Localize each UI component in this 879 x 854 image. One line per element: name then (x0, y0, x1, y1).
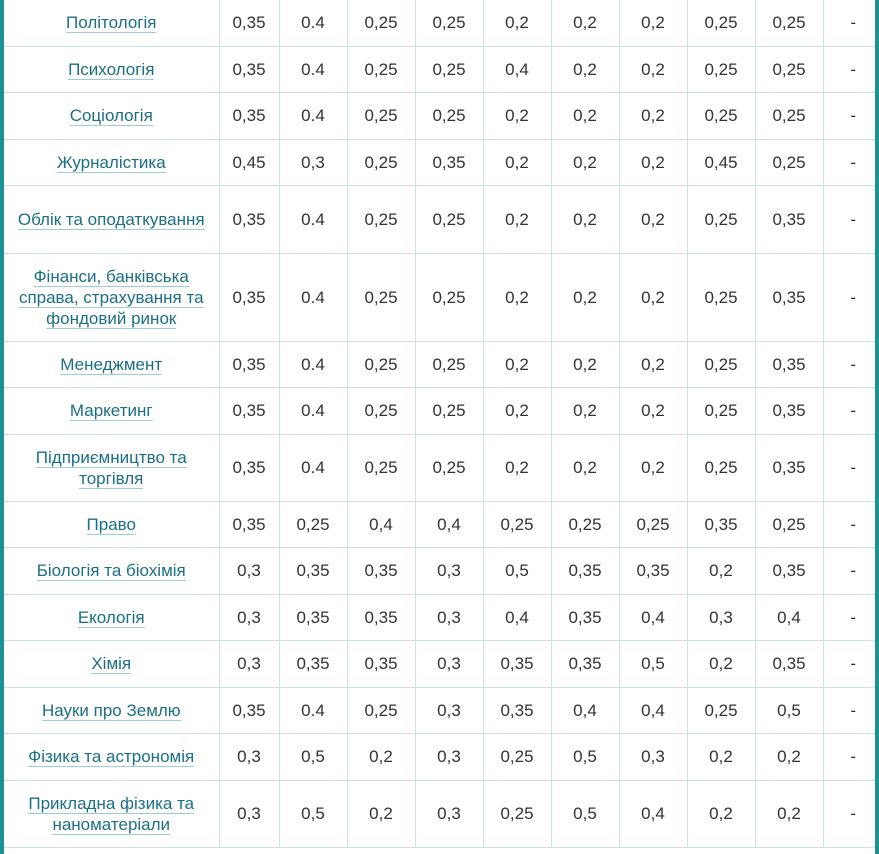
coefficient-cell: - (823, 640, 879, 687)
coefficient-cell: 0,35 (551, 640, 619, 687)
coefficient-cell: 0,3 (415, 640, 483, 687)
coefficient-cell: 0,35 (483, 640, 551, 687)
coefficient-cell: 0,2 (551, 185, 619, 253)
coefficient-cell: 0,25 (415, 434, 483, 501)
specialty-link[interactable]: Менеджмент (60, 354, 163, 374)
coefficient-cell: 0,2 (483, 387, 551, 434)
coefficient-cell: - (823, 501, 879, 547)
coefficient-cell: 0,2 (551, 139, 619, 185)
coefficient-cell: 0,35 (755, 253, 823, 341)
coefficient-cell: 0,2 (347, 733, 415, 780)
specialty-link[interactable]: Облік та оподаткування (17, 209, 205, 229)
coefficient-cell: 0.4 (279, 92, 347, 139)
coefficient-cell: 0,5 (551, 780, 619, 847)
coefficient-cell: 0,3 (219, 733, 279, 780)
coefficient-cell: - (823, 0, 879, 46)
coefficient-cell: 0,35 (219, 434, 279, 501)
coefficient-cell: 0,25 (687, 434, 755, 501)
specialty-link[interactable]: Хімія (91, 654, 132, 673)
coefficient-cell: 0,35 (551, 594, 619, 640)
coefficient-cell: 0,2 (619, 434, 687, 501)
coefficient-cell: 0.4 (279, 687, 347, 733)
coefficient-cell: 0,3 (219, 594, 279, 640)
coefficient-cell: 0,5 (279, 780, 347, 847)
table-body (4, 0, 879, 847)
coefficient-cell: 0,35 (219, 341, 279, 387)
table-row (4, 387, 879, 434)
coefficient-cell: 0,3 (219, 780, 279, 847)
coefficient-cell: 0,35 (551, 547, 619, 594)
coefficient-cell: 0,2 (619, 253, 687, 341)
specialty-cell (4, 780, 219, 847)
coefficient-cell: 0,35 (755, 434, 823, 501)
coefficient-cell: 0,35 (755, 547, 823, 594)
coefficient-cell: 0,2 (619, 139, 687, 185)
coefficient-cell: 0,2 (551, 253, 619, 341)
coefficient-cell: 0,25 (687, 687, 755, 733)
coefficients-table (4, 0, 879, 848)
coefficient-cell: 0,4 (619, 780, 687, 847)
coefficient-cell: 0,2 (483, 0, 551, 46)
coefficient-cell: 0,2 (551, 387, 619, 434)
coefficient-cell: 0,25 (347, 434, 415, 501)
coefficient-cell: 0,4 (415, 501, 483, 547)
specialty-link[interactable]: Журналістика (56, 152, 166, 172)
coefficient-cell: 0,3 (219, 547, 279, 594)
coefficient-cell: 0,35 (619, 547, 687, 594)
coefficient-cell: 0,25 (483, 733, 551, 780)
coefficient-cell: 0,35 (279, 547, 347, 594)
coefficient-cell: 0,5 (755, 687, 823, 733)
coefficient-cell: 0,5 (551, 733, 619, 780)
coefficient-cell: 0,25 (415, 341, 483, 387)
coefficient-cell: 0,4 (619, 594, 687, 640)
table-row (4, 341, 879, 387)
coefficient-cell: 0,35 (279, 640, 347, 687)
coefficient-cell: 0,2 (483, 139, 551, 185)
specialty-cell (4, 434, 219, 501)
table-row (4, 594, 879, 640)
specialty-cell (4, 687, 219, 733)
specialty-cell (4, 501, 219, 547)
coefficient-cell: 0,35 (219, 387, 279, 434)
coefficient-cell: 0,35 (755, 640, 823, 687)
coefficient-cell: 0.4 (279, 253, 347, 341)
coefficient-cell: 0,4 (347, 501, 415, 547)
coefficient-cell: 0,35 (755, 185, 823, 253)
coefficient-cell: 0,3 (415, 733, 483, 780)
coefficient-cell: 0,35 (219, 687, 279, 733)
specialty-link[interactable]: Політологія (66, 12, 157, 32)
coefficient-cell: 0,2 (483, 434, 551, 501)
coefficient-cell: 0,35 (483, 687, 551, 733)
specialty-cell (4, 594, 219, 640)
coefficient-cell: 0,25 (347, 387, 415, 434)
coefficient-cell: 0,35 (219, 253, 279, 341)
coefficient-cell: 0,3 (279, 139, 347, 185)
coefficient-cell: 0,3 (415, 594, 483, 640)
coefficient-cell: 0,2 (755, 733, 823, 780)
coefficient-cell: 0,25 (347, 139, 415, 185)
specialty-link[interactable]: Науки про Землю (41, 700, 181, 720)
coefficient-cell: - (823, 434, 879, 501)
coefficient-cell: 0,4 (483, 594, 551, 640)
coefficient-cell: 0,25 (415, 185, 483, 253)
coefficient-cell: 0,5 (279, 733, 347, 780)
specialty-cell (4, 0, 219, 46)
coefficient-cell: 0,35 (219, 0, 279, 46)
specialty-link[interactable]: Психологія (68, 59, 155, 79)
coefficient-cell: 0,2 (619, 92, 687, 139)
table-row (4, 434, 879, 501)
coefficient-cell: 0,25 (687, 253, 755, 341)
coefficient-cell: 0,25 (483, 780, 551, 847)
coefficient-cell: 0,25 (755, 0, 823, 46)
coefficient-cell: 0,3 (415, 547, 483, 594)
coefficient-cell: 0.4 (279, 341, 347, 387)
coefficient-cell: 0,2 (551, 92, 619, 139)
table-row (4, 253, 879, 341)
coefficient-cell: 0,2 (619, 0, 687, 46)
specialty-cell (4, 640, 219, 687)
coefficient-cell: 0,2 (551, 46, 619, 92)
table-row (4, 92, 879, 139)
coefficient-cell: 0,3 (687, 594, 755, 640)
coefficient-cell: 0.4 (279, 185, 347, 253)
coefficient-cell: - (823, 780, 879, 847)
specialty-cell (4, 341, 219, 387)
coefficient-cell: 0,35 (687, 501, 755, 547)
coefficient-cell: 0,2 (347, 780, 415, 847)
coefficient-cell: - (823, 139, 879, 185)
coefficient-cell: 0,2 (687, 780, 755, 847)
coefficient-cell: 0,2 (551, 0, 619, 46)
coefficient-cell: 0,25 (687, 387, 755, 434)
coefficient-cell: 0,2 (619, 341, 687, 387)
specialty-link[interactable]: Право (86, 514, 136, 534)
coefficient-cell: 0,25 (347, 0, 415, 46)
coefficient-cell: 0,3 (415, 687, 483, 733)
specialty-link[interactable]: Соціологія (69, 106, 153, 125)
coefficient-cell: 0,25 (755, 501, 823, 547)
coefficient-cell: - (823, 687, 879, 733)
specialty-link[interactable]: Прикладна фізика та наноматеріали (28, 793, 195, 834)
coefficient-cell: 0,2 (687, 640, 755, 687)
coefficient-cell: 0,2 (483, 253, 551, 341)
coefficient-cell: 0,5 (483, 547, 551, 594)
specialty-link[interactable]: Маркетинг (69, 401, 153, 420)
coefficient-cell: 0,2 (619, 185, 687, 253)
coefficient-cell: - (823, 547, 879, 594)
coefficient-cell: 0,45 (219, 139, 279, 185)
specialty-cell (4, 185, 219, 253)
coefficient-cell: 0,25 (415, 387, 483, 434)
coefficient-cell: 0,25 (347, 687, 415, 733)
coefficient-cell: 0,25 (687, 185, 755, 253)
table-row (4, 0, 879, 46)
coefficient-cell: 0,35 (755, 387, 823, 434)
coefficient-cell: 0,2 (687, 733, 755, 780)
specialty-cell (4, 547, 219, 594)
table-row (4, 185, 879, 253)
table-row (4, 547, 879, 594)
coefficient-cell: 0.4 (279, 0, 347, 46)
coefficient-cell: 0,25 (415, 46, 483, 92)
specialty-link[interactable]: Екологія (77, 607, 145, 627)
specialty-cell (4, 46, 219, 92)
coefficient-cell: 0,25 (687, 341, 755, 387)
table-row (4, 46, 879, 92)
coefficient-cell: - (823, 387, 879, 434)
coefficient-cell: 0,4 (755, 594, 823, 640)
coefficient-cell: 0,25 (619, 501, 687, 547)
coefficient-cell: - (823, 46, 879, 92)
coefficient-cell: - (823, 341, 879, 387)
coefficient-cell: 0,3 (219, 640, 279, 687)
coefficient-cell: 0,3 (415, 780, 483, 847)
coefficient-cell: 0,25 (687, 46, 755, 92)
coefficient-cell: 0,5 (619, 640, 687, 687)
coefficient-cell: - (823, 594, 879, 640)
coefficient-cell: 0,35 (219, 92, 279, 139)
coefficient-cell: 0,4 (483, 46, 551, 92)
coefficient-cell: 0,25 (347, 46, 415, 92)
coefficient-cell: 0,25 (755, 139, 823, 185)
specialty-link[interactable]: Біологія та біохімія (36, 561, 186, 580)
coefficient-cell: 0,25 (415, 253, 483, 341)
coefficient-cell: 0,25 (483, 501, 551, 547)
coefficient-cell: 0,2 (551, 434, 619, 501)
coefficient-cell: 0,25 (279, 501, 347, 547)
coefficient-cell: 0.4 (279, 387, 347, 434)
specialty-link[interactable]: Фізика та астрономія (28, 747, 195, 766)
coefficient-cell: 0,35 (279, 594, 347, 640)
coefficient-cell: 0,25 (687, 0, 755, 46)
coefficient-cell: 0,35 (755, 341, 823, 387)
table-row (4, 780, 879, 847)
coefficient-cell: 0,4 (619, 687, 687, 733)
coefficient-cell: 0,25 (347, 185, 415, 253)
coefficient-cell: 0,2 (483, 185, 551, 253)
coefficient-cell: 0,25 (551, 501, 619, 547)
coefficient-cell: 0,25 (755, 46, 823, 92)
coefficient-cell: - (823, 733, 879, 780)
coefficient-cell: 0,2 (483, 92, 551, 139)
coefficient-cell: 0.4 (279, 46, 347, 92)
table-row (4, 640, 879, 687)
table-row (4, 687, 879, 733)
table-row (4, 501, 879, 547)
specialty-link[interactable]: Підприємництво та торгівля (35, 447, 187, 488)
coefficient-cell: 0.4 (279, 434, 347, 501)
coefficient-cell: 0,4 (551, 687, 619, 733)
coefficient-cell: 0,25 (687, 92, 755, 139)
coefficient-cell: - (823, 185, 879, 253)
coefficient-cell: 0,45 (687, 139, 755, 185)
coefficient-cell: 0,35 (347, 640, 415, 687)
specialty-cell (4, 92, 219, 139)
specialty-cell (4, 253, 219, 341)
coefficient-cell: 0,2 (619, 387, 687, 434)
coefficient-cell: 0,2 (687, 547, 755, 594)
coefficient-cell: 0,25 (347, 253, 415, 341)
table-row (4, 733, 879, 780)
coefficient-cell: - (823, 92, 879, 139)
coefficient-cell: 0,25 (415, 0, 483, 46)
table-row (4, 139, 879, 185)
specialty-cell (4, 139, 219, 185)
specialty-cell (4, 733, 219, 780)
coefficient-cell: 0,3 (619, 733, 687, 780)
coefficient-cell: 0,35 (415, 139, 483, 185)
coefficient-cell: 0,35 (219, 501, 279, 547)
specialty-cell (4, 387, 219, 434)
coefficient-cell: 0,35 (347, 594, 415, 640)
coefficient-cell: 0,25 (755, 92, 823, 139)
coefficient-cell: 0,2 (619, 46, 687, 92)
specialty-link[interactable]: Фінанси, банківська справа, страхування та фондовий ринок (18, 266, 204, 328)
coefficient-cell: 0,25 (415, 92, 483, 139)
coefficient-cell: 0,35 (219, 185, 279, 253)
coefficient-cell: 0,2 (755, 780, 823, 847)
coefficient-cell: 0,35 (347, 547, 415, 594)
coefficient-cell: - (823, 253, 879, 341)
coefficient-cell: 0,2 (483, 341, 551, 387)
coefficient-cell: 0,25 (347, 92, 415, 139)
coefficient-cell: 0,25 (347, 341, 415, 387)
coefficient-cell: 0,2 (551, 341, 619, 387)
coefficient-cell: 0,35 (219, 46, 279, 92)
